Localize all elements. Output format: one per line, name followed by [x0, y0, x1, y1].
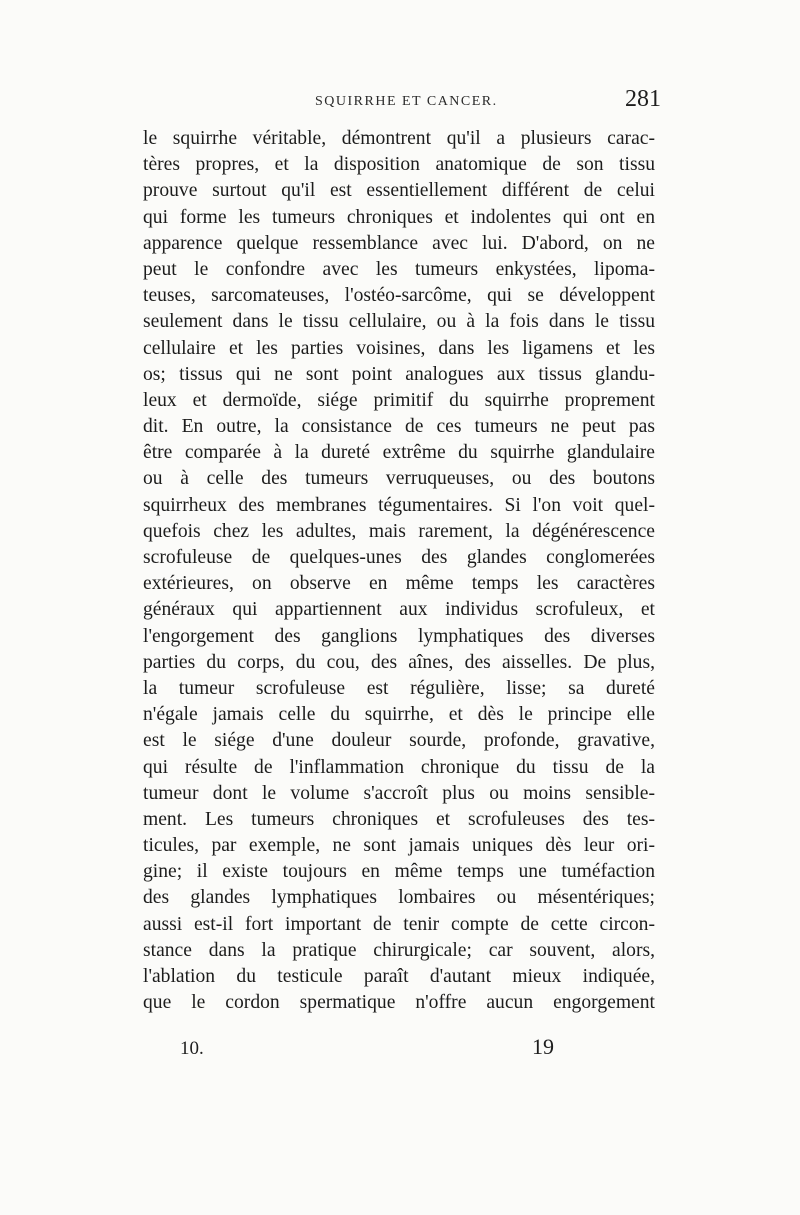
text-line: apparence quelque ressemblance avec lui. D'abord, on ne	[143, 232, 655, 254]
text-line: gine; il existe toujours en même temps une tuméfaction	[143, 861, 655, 883]
text-line: le squirrhe véritable, démontrent qu'il a plusieurs carac-	[143, 128, 655, 149]
text-line: os; tissus qui ne sont point analogues aux tissus glandu-	[143, 363, 655, 385]
text-line: que le cordon spermatique n'offre aucun engorgement	[143, 992, 655, 1014]
body-text	[143, 126, 655, 1016]
text-line: la tumeur scrofuleuse est régulière, lisse; sa dureté	[143, 677, 655, 699]
text-line: stance dans la pratique chirurgicale; car souvent, alors,	[143, 939, 655, 961]
text-line: des glandes lymphatiques lombaires ou mésentériques;	[143, 887, 655, 909]
text-line: teuses, sarcomateuses, l'ostéo-sarcôme, qui se développent	[143, 285, 655, 307]
page-footer	[180, 1034, 600, 1064]
text-line: ticules, par exemple, ne sont jamais uniques dès leur ori-	[143, 835, 655, 857]
text-line: extérieures, on observe en même temps les caractères	[143, 573, 655, 595]
text-line: parties du corps, du cou, des aînes, des aisselles. De plus,	[143, 651, 655, 673]
text-line: ou à celle des tumeurs verruqueuses, ou des boutons	[143, 468, 655, 490]
text-line: peut le confondre avec les tumeurs enkystées, lipoma-	[143, 258, 655, 280]
text-line: tumeur dont le volume s'accroît plus ou moins sensible-	[143, 782, 655, 804]
text-line: dit. En outre, la consistance de ces tumeurs ne peut pas	[143, 416, 655, 438]
running-head: SQUIRRHE ET CANCER.	[315, 94, 498, 109]
text-line: est le siége d'une douleur sourde, profonde, gravative,	[143, 730, 655, 752]
text-line: qui forme les tumeurs chroniques et indolentes qui ont en	[143, 206, 655, 228]
text-line: généraux qui appartiennent aux individus scrofuleux, et	[143, 599, 655, 621]
text-line: scrofuleuse de quelques-unes des glandes conglomerées	[143, 547, 655, 568]
signature-mark: 19	[532, 1034, 554, 1059]
page-number: 281	[625, 86, 661, 112]
text-line: l'engorgement des ganglions lymphatiques des diverses	[143, 625, 655, 647]
text-line: tères propres, et la disposition anatomique de son tissu	[143, 154, 655, 176]
text-line: quefois chez les adultes, mais rarement, la dégénérescence	[143, 520, 655, 542]
text-line: prouve surtout qu'il est essentiellement différent de celui	[143, 180, 655, 202]
text-line: n'égale jamais celle du squirrhe, et dès le principe elle	[143, 704, 655, 726]
text-line: seulement dans le tissu cellulaire, ou à la fois dans le tissu	[143, 311, 655, 333]
text-line: cellulaire et les parties voisines, dans les ligamens et les	[143, 337, 655, 359]
text-line: leux et dermoïde, siége primitif du squirrhe proprement	[143, 389, 655, 411]
page-header	[140, 86, 665, 118]
text-line: squirrheux des membranes tégumentaires. Si l'on voit quel-	[143, 494, 655, 516]
text-line: aussi est-il fort important de tenir compte de cette circon-	[143, 913, 655, 935]
volume-mark: 10.	[180, 1038, 204, 1059]
text-line: qui résulte de l'inflammation chronique du tissu de la	[143, 756, 655, 778]
text-line: ment. Les tumeurs chroniques et scrofuleuses des tes-	[143, 808, 655, 830]
text-line: être comparée à la dureté extrême du squirrhe glandulaire	[143, 442, 655, 464]
text-line: l'ablation du testicule paraît d'autant mieux indiquée,	[143, 966, 655, 987]
